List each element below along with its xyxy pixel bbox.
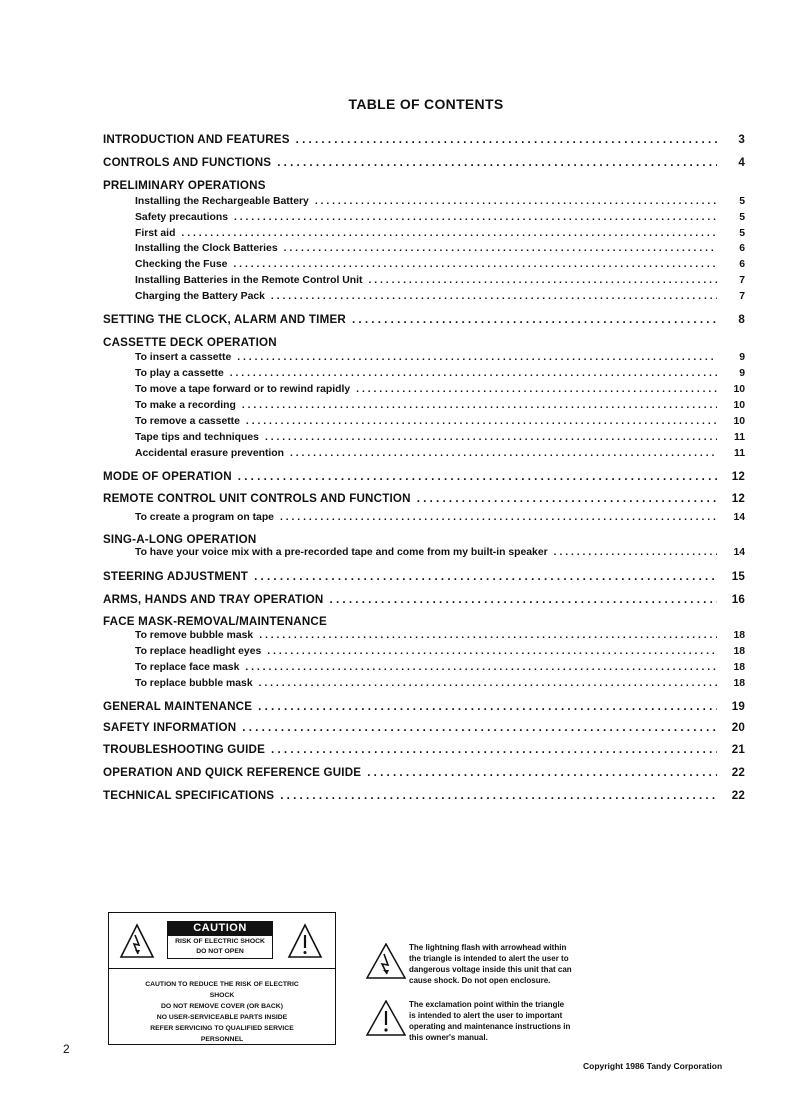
dot-leader xyxy=(267,646,717,657)
toc-entry-page: 22 xyxy=(731,789,745,802)
dot-leader xyxy=(367,766,717,779)
toc-entry xyxy=(103,384,745,400)
toc-entry xyxy=(103,275,745,291)
toc-entry-page: 14 xyxy=(733,512,745,523)
dot-leader xyxy=(290,448,717,459)
dot-leader xyxy=(554,547,717,558)
dot-leader xyxy=(271,291,717,302)
toc-entry xyxy=(103,291,745,307)
toc-entry-page: 18 xyxy=(733,646,745,657)
dot-leader xyxy=(315,196,717,207)
toc-entry xyxy=(103,416,745,432)
exclamation-note-line: The exclamation point within the triangle xyxy=(409,1000,565,1009)
dot-leader xyxy=(296,133,717,146)
toc-entry-title: To replace headlight eyes xyxy=(135,646,262,657)
caution-subtitle-line: DO NOT OPEN xyxy=(196,948,244,955)
toc-entry-title: CASSETTE DECK OPERATION xyxy=(103,336,277,349)
toc-entry xyxy=(103,470,745,486)
toc-entry-title: Charging the Battery Pack xyxy=(135,291,265,302)
toc-entry-title: Safety precautions xyxy=(135,212,228,223)
caution-subtitle-line: RISK OF ELECTRIC SHOCK xyxy=(175,938,265,945)
toc-entry xyxy=(103,336,745,352)
toc-entry xyxy=(103,156,745,172)
toc-entry-title: To remove a cassette xyxy=(135,416,240,427)
toc-entry xyxy=(103,721,745,737)
lightning-note-line: cause shock. Do not open enclosure. xyxy=(409,976,551,985)
toc-entry-title: To play a cassette xyxy=(135,368,224,379)
dot-leader xyxy=(259,678,717,689)
exclamation-note-line: this owner's manual. xyxy=(409,1033,488,1042)
toc-entry-title: To make a recording xyxy=(135,400,236,411)
toc-entry-page: 18 xyxy=(733,662,745,673)
toc-entry xyxy=(103,352,745,368)
toc-entry-title: Tape tips and techniques xyxy=(135,432,259,443)
toc-entry xyxy=(103,492,745,508)
toc-entry-title: PRELIMINARY OPERATIONS xyxy=(103,179,266,192)
toc-entry xyxy=(103,179,745,195)
toc-entry-page: 18 xyxy=(733,630,745,641)
toc-entry xyxy=(103,766,745,782)
toc-entry xyxy=(103,570,745,586)
dot-leader xyxy=(280,512,717,523)
caution-body-line: PERSONNEL xyxy=(200,1036,244,1043)
dot-leader xyxy=(245,662,717,673)
lightning-warning-icon xyxy=(119,923,155,959)
toc-entry-page: 19 xyxy=(731,700,745,713)
dot-leader xyxy=(417,492,717,505)
toc-entry xyxy=(103,448,745,464)
dot-leader xyxy=(277,156,717,169)
toc-entry-page: 15 xyxy=(731,570,745,583)
lightning-note-line: The lightning flash with arrowhead within xyxy=(409,943,567,952)
dot-leader xyxy=(271,743,717,756)
dot-leader xyxy=(234,212,717,223)
toc-entry-page: 10 xyxy=(733,416,745,427)
toc-entry-title: To insert a cassette xyxy=(135,352,232,363)
toc-entry-page: 4 xyxy=(738,156,745,169)
toc-entry-page: 9 xyxy=(739,368,745,379)
toc-entry-title: Checking the Fuse xyxy=(135,259,228,270)
toc-entry-page: 8 xyxy=(738,313,745,326)
toc-entry-page: 11 xyxy=(734,448,745,459)
toc-entry-page: 7 xyxy=(739,291,745,302)
caution-label: CAUTION xyxy=(167,921,273,935)
toc-entry-page: 22 xyxy=(731,766,745,779)
toc-entry-page: 21 xyxy=(731,743,745,756)
toc-entry-title: SETTING THE CLOCK, ALARM AND TIMER xyxy=(103,313,346,326)
toc-entry xyxy=(103,133,745,149)
toc-entry-page: 3 xyxy=(738,133,745,146)
toc-entry-page: 18 xyxy=(733,678,745,689)
dot-leader xyxy=(230,368,717,379)
caution-body-line: SHOCK xyxy=(209,992,235,999)
toc-entry-title: To replace bubble mask xyxy=(135,678,253,689)
toc-entry-title: SAFETY INFORMATION xyxy=(103,721,237,734)
page-number: 2 xyxy=(63,1042,70,1056)
toc-entry xyxy=(103,259,745,275)
exclamation-note-line: operating and maintenance instructions in xyxy=(409,1022,571,1031)
toc-entry-title: Installing Batteries in the Remote Control Unit xyxy=(135,275,363,286)
caution-label-box xyxy=(108,912,336,1045)
toc-entry-title: FACE MASK-REMOVAL/MAINTENANCE xyxy=(103,615,327,628)
dot-leader xyxy=(352,313,717,326)
dot-leader xyxy=(265,432,717,443)
toc-entry-page: 16 xyxy=(731,593,745,606)
lightning-note-line: dangerous voltage inside this unit that can xyxy=(409,965,572,974)
toc-entry xyxy=(103,212,745,228)
toc-entry-title: MODE OF OPERATION xyxy=(103,470,232,483)
caution-body xyxy=(119,979,325,1045)
dot-leader xyxy=(284,243,717,254)
dot-leader xyxy=(233,259,717,270)
toc-entry xyxy=(103,700,745,716)
toc-entry-page: 6 xyxy=(739,259,745,270)
toc-entry-title: ARMS, HANDS AND TRAY OPERATION xyxy=(103,593,324,606)
caution-body-line: CAUTION TO REDUCE THE RISK OF ELECTRIC xyxy=(145,981,299,988)
toc-entry-page: 14 xyxy=(733,547,745,558)
dot-leader xyxy=(242,721,717,734)
toc-entry-page: 5 xyxy=(739,212,745,223)
lightning-triangle-icon xyxy=(366,943,406,979)
dot-leader xyxy=(237,352,717,363)
toc-entry xyxy=(103,512,745,528)
dot-leader xyxy=(258,700,717,713)
dot-leader xyxy=(368,275,717,286)
toc-entry-title: CONTROLS AND FUNCTIONS xyxy=(103,156,272,169)
lightning-note-line: the triangle is intended to alert the user to xyxy=(409,954,569,963)
toc-entry-page: 11 xyxy=(734,432,745,443)
lightning-note xyxy=(409,942,619,986)
toc-entry-title: TECHNICAL SPECIFICATIONS xyxy=(103,789,275,802)
caution-header xyxy=(109,913,335,969)
toc-entry xyxy=(103,743,745,759)
toc-entry-page: 12 xyxy=(731,470,745,483)
caution-body-line: REFER SERVICING TO QUALIFIED SERVICE xyxy=(150,1025,294,1032)
toc-entry-title: TROUBLESHOOTING GUIDE xyxy=(103,743,266,756)
toc-entry-page: 10 xyxy=(733,384,745,395)
toc-entry xyxy=(103,662,745,678)
toc-entry-title: REMOTE CONTROL UNIT CONTROLS AND FUNCTION xyxy=(103,492,411,505)
toc-entry-title: First aid xyxy=(135,228,176,239)
toc-entry xyxy=(103,432,745,448)
toc-entry xyxy=(103,615,745,631)
toc-entry-page: 7 xyxy=(739,275,745,286)
toc-entry-page: 10 xyxy=(733,400,745,411)
toc-entry xyxy=(103,368,745,384)
toc-entry-title: INTRODUCTION AND FEATURES xyxy=(103,133,290,146)
toc-entry xyxy=(103,228,745,244)
toc-entry-title: To have your voice mix with a pre-recorded tape and come from my built-in speaker xyxy=(135,547,548,558)
toc-entry xyxy=(103,789,745,805)
copyright-notice: Copyright 1986 Tandy Corporation xyxy=(583,1061,723,1071)
exclamation-note-line: is intended to alert the user to important xyxy=(409,1011,563,1020)
exclamation-triangle-icon xyxy=(366,1000,406,1036)
dot-leader xyxy=(238,470,717,483)
page-title: TABLE OF CONTENTS xyxy=(348,96,504,112)
toc-entry-title: SING-A-LONG OPERATION xyxy=(103,533,257,546)
toc-entry-title: Installing the Rechargeable Battery xyxy=(135,196,309,207)
caution-subtitle xyxy=(167,935,273,959)
exclamation-note xyxy=(409,999,619,1043)
toc-entry xyxy=(103,593,745,609)
toc-entry-page: 12 xyxy=(731,492,745,505)
toc-entry-title: To create a program on tape xyxy=(135,512,274,523)
toc-entry-page: 6 xyxy=(739,243,745,254)
toc-entry-title: To remove bubble mask xyxy=(135,630,254,641)
caution-body-line: DO NOT REMOVE COVER (OR BACK) xyxy=(161,1003,283,1010)
toc-entry xyxy=(103,678,745,694)
toc-entry-title: Accidental erasure prevention xyxy=(135,448,284,459)
caution-body-line: NO USER-SERVICEABLE PARTS INSIDE xyxy=(156,1014,288,1021)
toc-entry-page: 9 xyxy=(739,352,745,363)
dot-leader xyxy=(259,630,717,641)
dot-leader xyxy=(242,400,717,411)
dot-leader xyxy=(181,228,717,239)
dot-leader xyxy=(330,593,718,606)
dot-leader xyxy=(356,384,717,395)
toc-entry xyxy=(103,547,745,563)
toc-entry-title: To replace face mask xyxy=(135,662,240,673)
toc-entry xyxy=(103,313,745,329)
toc-entry-title: STEERING ADJUSTMENT xyxy=(103,570,249,583)
exclamation-warning-icon xyxy=(287,923,323,959)
toc-entry xyxy=(103,243,745,259)
toc-entry-page: 5 xyxy=(739,196,745,207)
dot-leader xyxy=(254,570,717,583)
toc-entry xyxy=(103,400,745,416)
toc-entry xyxy=(103,630,745,646)
toc-entry-title: GENERAL MAINTENANCE xyxy=(103,700,253,713)
toc-entry xyxy=(103,196,745,212)
dot-leader xyxy=(280,789,717,802)
toc-entry-title: Installing the Clock Batteries xyxy=(135,243,278,254)
toc-entry-page: 5 xyxy=(739,228,745,239)
toc-entry-title: To move a tape forward or to rewind rapidly xyxy=(135,384,351,395)
toc-entry-title: OPERATION AND QUICK REFERENCE GUIDE xyxy=(103,766,362,779)
dot-leader xyxy=(246,416,717,427)
toc-entry-page: 20 xyxy=(731,721,745,734)
toc-entry xyxy=(103,646,745,662)
